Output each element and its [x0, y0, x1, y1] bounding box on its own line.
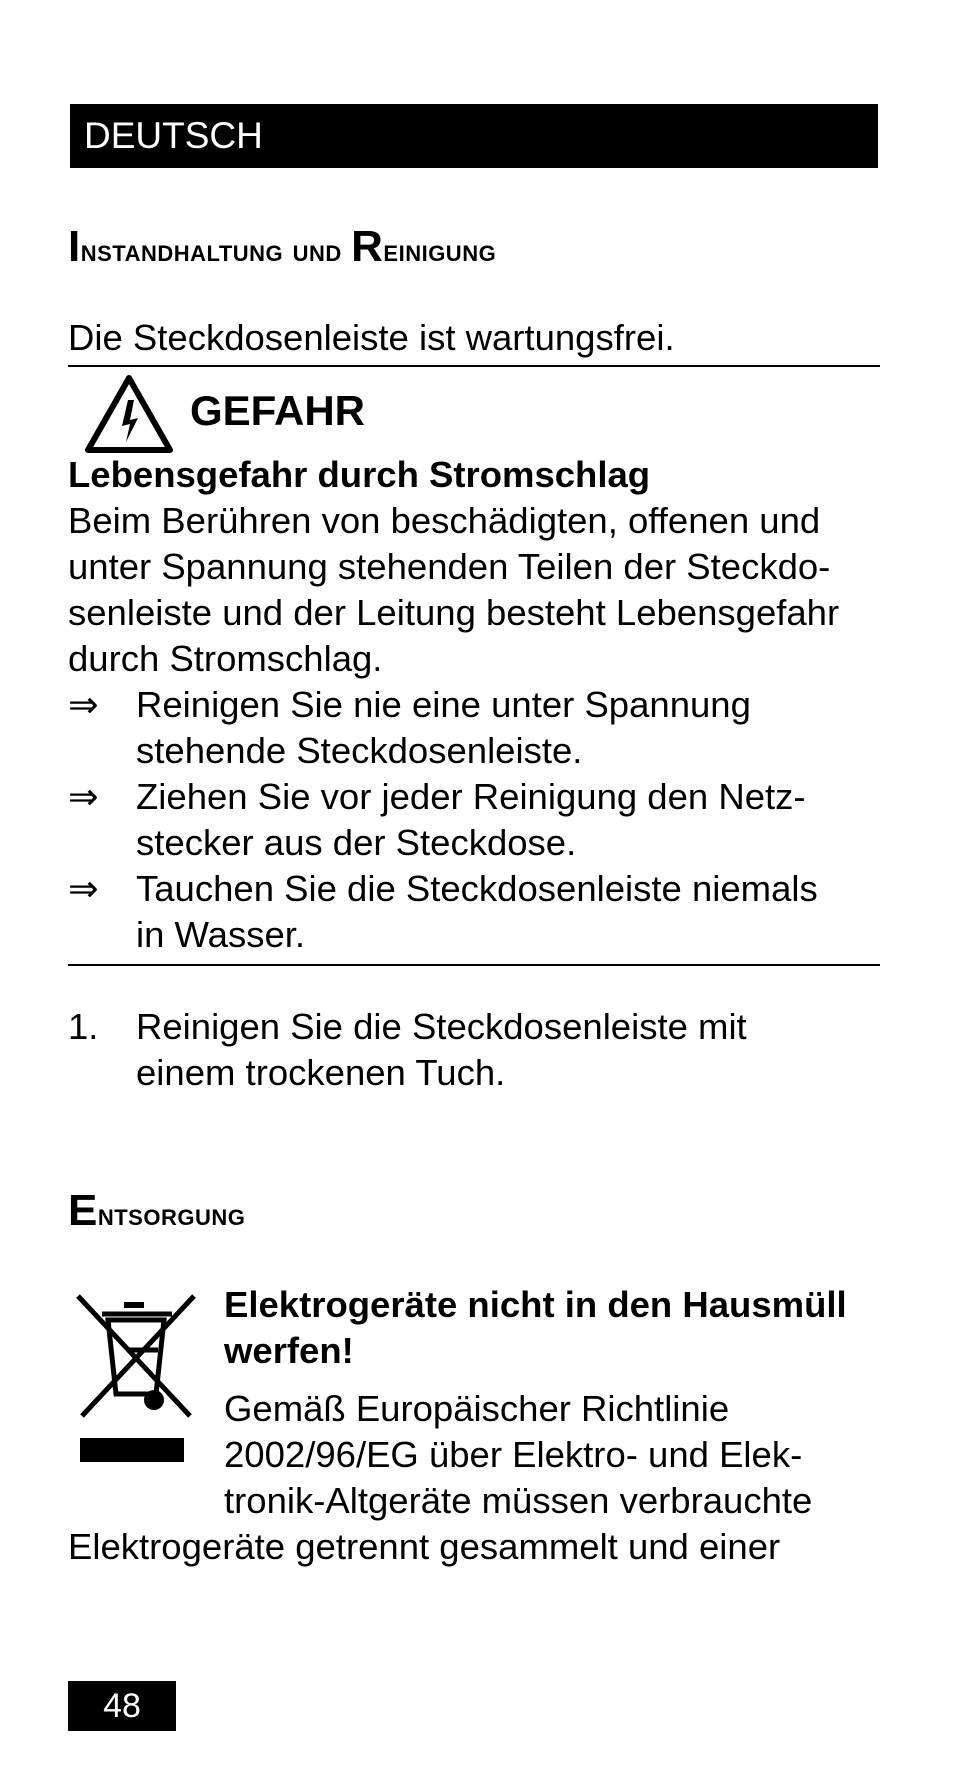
- arrow-icon: ⇒: [68, 868, 99, 909]
- disposal-heading-line: werfen!: [224, 1330, 354, 1371]
- title-rest: ntsorgung: [97, 1196, 246, 1232]
- warning-body-line: durch Stromschlag.: [68, 638, 383, 679]
- instruction-line: Ziehen Sie vor jeder Reinigung den Netz-: [136, 776, 806, 817]
- disposal-heading-line: Elektrogeräte nicht in den Hausmüll: [224, 1284, 847, 1325]
- language-header-bar: [70, 104, 878, 168]
- page-number: 48: [68, 1681, 176, 1731]
- section-title-maintenance: [68, 222, 496, 272]
- language-label: DEUTSCH: [84, 115, 263, 156]
- instruction-line: in Wasser.: [136, 914, 306, 955]
- title-rest: einigung: [383, 232, 497, 268]
- disposal-body-line: 2002/96/EG über Elektro- und Elek-: [224, 1434, 803, 1475]
- disposal-body-line: Gemäß Europäischer Richtlinie: [224, 1388, 730, 1429]
- instruction-line: Tauchen Sie die Steckdosenleiste niemals: [136, 868, 818, 909]
- step-number: 1.: [68, 1006, 99, 1047]
- arrow-icon: ⇒: [68, 776, 99, 817]
- divider-bottom: [68, 964, 880, 966]
- instruction-line: Reinigen Sie nie eine unter Spannung: [136, 684, 751, 725]
- signal-word: GEFAHR: [190, 387, 366, 434]
- disposal-body-line: tronik-Altgeräte müssen verbrauchte: [224, 1480, 813, 1521]
- warning-body-line: Beim Berühren von beschädigten, offenen und: [68, 500, 821, 541]
- warning-body-line: unter Spannung stehenden Teilen der Steckdo-: [68, 546, 831, 587]
- instruction-line: stecker aus der Steckdose.: [136, 822, 577, 863]
- arrow-icon: ⇒: [68, 684, 99, 725]
- section-title-disposal: [68, 1186, 245, 1236]
- title-initial: R: [351, 222, 384, 271]
- warning-body-line: senleiste und der Leitung besteht Lebensgefahr: [68, 592, 840, 633]
- title-initial: E: [68, 1186, 98, 1235]
- instruction-line: stehende Steckdosenleiste.: [136, 730, 583, 771]
- disposal-body-line: Elektrogeräte getrennt gesammelt und einer: [68, 1526, 781, 1567]
- step-line: Reinigen Sie die Steckdosenleiste mit: [136, 1006, 747, 1047]
- divider-top: [68, 365, 880, 367]
- crossed-out-wheelie-bin-icon: [72, 1292, 202, 1472]
- step-line: einem trockenen Tuch.: [136, 1052, 506, 1093]
- maintenance-intro: Die Steckdosenleiste ist wartungsfrei.: [68, 317, 675, 358]
- title-initial: I: [68, 222, 81, 271]
- title-rest: nstandhaltung und: [80, 232, 352, 268]
- warning-heading: Lebensgefahr durch Stromschlag: [68, 454, 651, 495]
- electric-hazard-triangle-icon: [84, 374, 174, 454]
